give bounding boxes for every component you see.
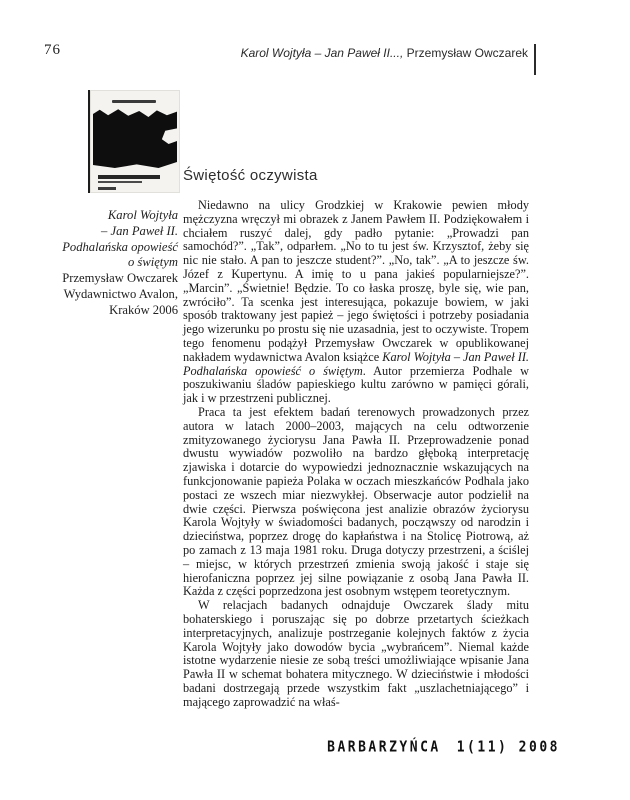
article-body	[183, 199, 529, 709]
paragraph: Praca ta jest efektem badań terenowych prowadzonych przez autora w latach 2000–2003, mających na celu odtworzenie zmityzowanego życiorysu Jana Pawła II. Przeprowadzenie ponad dwustu wywiadów pozwoliło na bardzo głęboką interpretację zjawiska i dotarcie do wypowiedzi jednoznacznie wskazujących na funkcjonowanie papieża Polaka w oczach mieszkańców Podhala jako postaci ze wszech miar niezwykłej. Obserwacje autor podzielił na dwie części. Pierwsza poświęcona jest analizie obrazów życiorysu Karola Wojtyły w świadomości badanych, począwszy od narodzin i dzieciństwa, poprzez drogę do kapłaństwa i na Stolicę Piotrową, aż po zamach z 13 maja 1981 roku. Druga dotyczy przestrzeni, a ściślej – miejsc, w których przestrzeń zmienia swoją jakość i staje się hierofaniczna poprzez jej silne powiązanie z osobą Jana Pawła II. Każda z części poprzedzona jest osobnym wstępem teoretycznym.	[183, 404, 529, 599]
book-cover-thumbnail	[88, 90, 180, 193]
citation-line: Podhalańska opowieść	[62, 239, 178, 254]
cover-subtitle-text	[98, 181, 142, 184]
paragraph: Niedawno na ulicy Grodzkiej w Krakowie pewien młody mężczyzna wręczył mi obrazek z Janem Pawłem II. Podziękowałem i chciałem ruszyć dalej, gdy padło pytanie: „Prowadzi pan samochód?”. „Tak”, odparłem. „No to tu jest św. Krzysztof, żeby się nic nie stało. A pan to jeszcze student?”. „No, tak”. „A to jeszcze św. Józef z Kupertynu. A imię to u pana jakieś popularniejsze?”. „Marcin”. „Świetnie! Będzie. To co łaska proszę, byle się, wie pan, zwróciło”. Ta scenka jest interesująca, pokazuje bowiem, w jaki sposób traktowany jest papież – jego świętości i potrzeby posiadania jego wizerunku po prostu się nie uzasadnia, jest to oczywiste. Tropem tego fenomenu podążył Przemysław Owczarek w opublikowanej nakładem wydawnictwa Avalon książce Karol Wojtyła – Jan Paweł II. Podhalańska opowieść o świętym. Autor przemierza Podhale w poszukiwaniu śladów papieskiego kultu zarówno w pamięci górali, jak i w przestrzeni publicznej.	[183, 198, 529, 406]
journal-issue: 1(11) 2008	[456, 739, 560, 757]
article-title: Świętość oczywista	[183, 167, 318, 184]
cover-publisher-mark	[98, 187, 116, 190]
cover-author-text	[112, 100, 156, 103]
running-head-title: Karol Wojtyła – Jan Paweł II...,	[240, 46, 404, 60]
running-head	[241, 46, 528, 60]
journal-footer	[327, 739, 560, 756]
citation-line: o świętym	[127, 255, 178, 270]
citation	[34, 208, 178, 319]
citation-line: – Jan Paweł II.	[101, 223, 178, 238]
journal-name: BARBARZYŃCA	[327, 739, 441, 757]
citation-line: Wydawnictwo Avalon,	[63, 286, 178, 301]
running-head-author: Przemysław Owczarek	[403, 46, 528, 60]
citation-line: Kraków 2006	[109, 302, 178, 317]
citation-line: Karol Wojtyła	[107, 208, 178, 222]
cover-title-text	[98, 175, 160, 179]
header-rule	[534, 44, 536, 75]
citation-line: Przemysław Owczarek	[62, 271, 178, 286]
page-number: 76	[44, 42, 61, 58]
paragraph: W relacjach badanych odnajduje Owczarek ślady mitu bohaterskiego i poruszając się po dobrze przetartych ścieżkach interpretacyjnych, analizuje postrzeganie kolejnych faktów z życia Karola Wojtyły jako dowodów bycia „wybrańcem”. Niemal każde istotne wydarzenie niesie ze sobą treści umożliwiające wpisanie Jana Pawła II w schemat bohatera mitycznego. W dzieciństwie i młodości badani dostrzegają przede wszystkim fakt „uszlachetniającego” i mającego zaprowadzić na właś-	[183, 598, 529, 709]
cover-photo	[93, 108, 177, 168]
